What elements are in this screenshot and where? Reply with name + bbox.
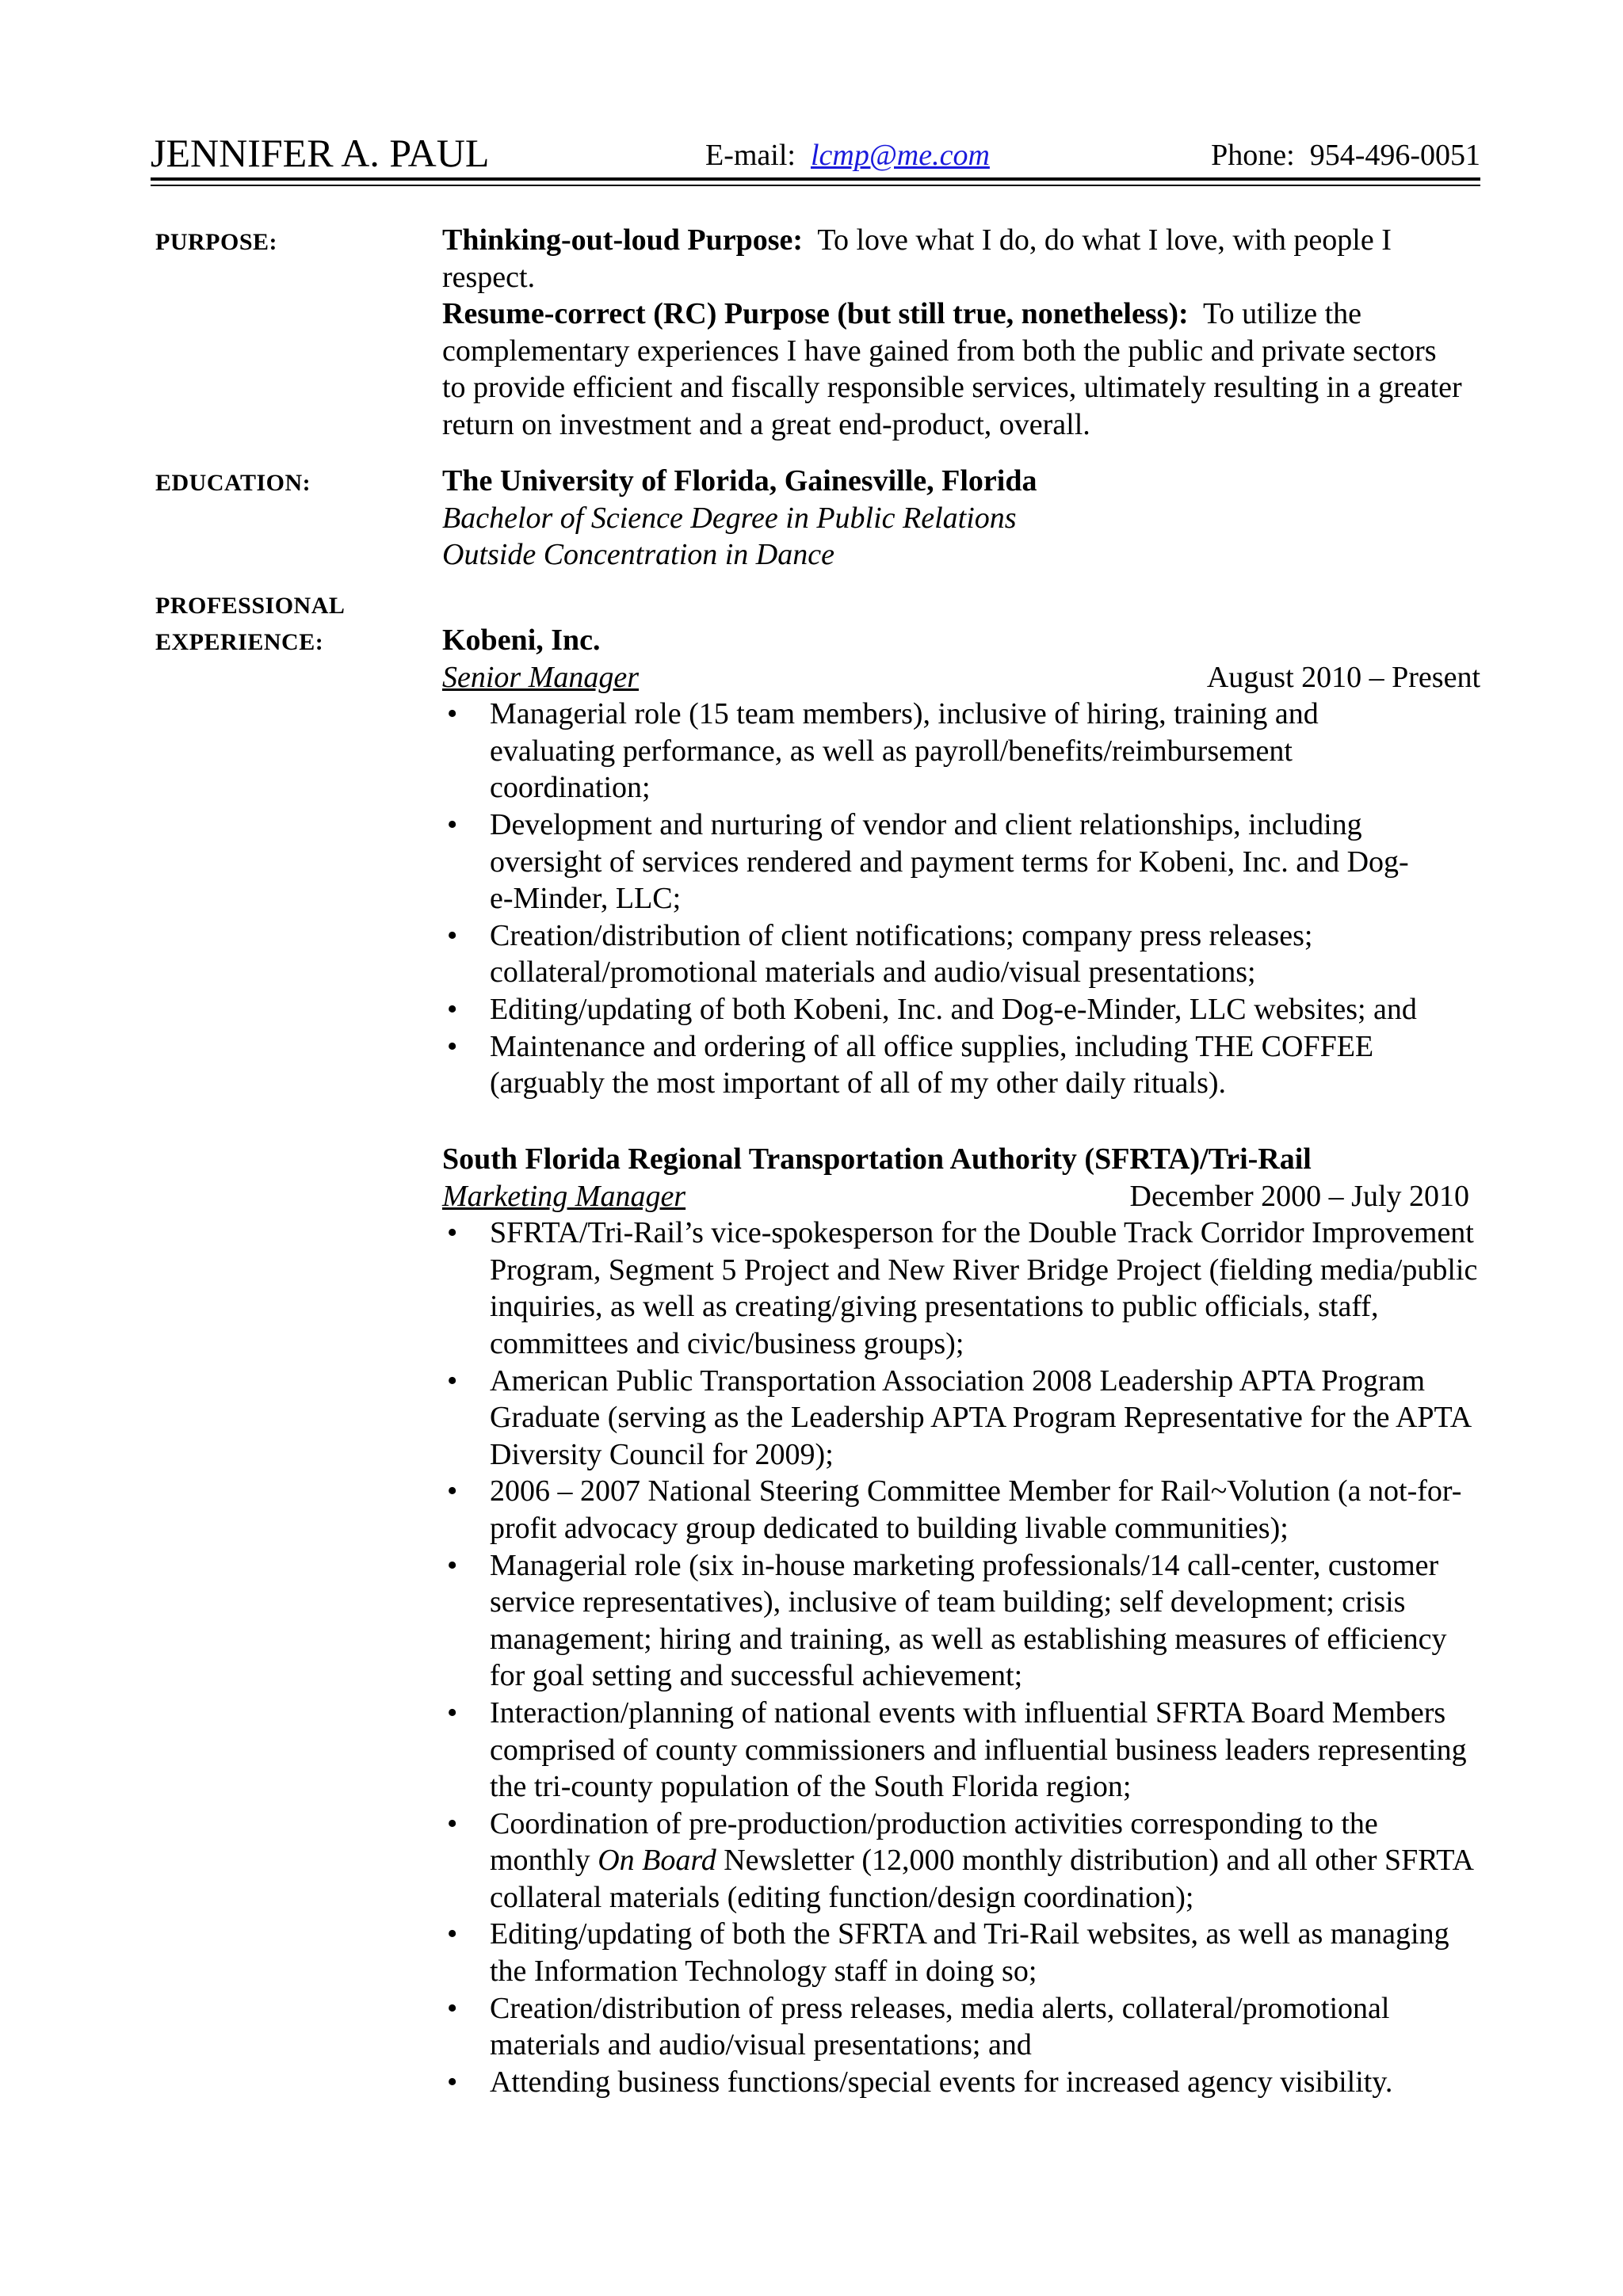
purpose-label: PURPOSE: xyxy=(155,229,277,255)
education-degree: Bachelor of Science Degree in Public Relations xyxy=(442,501,1017,535)
purpose-rc xyxy=(442,296,1465,443)
phone-label: Phone: xyxy=(1211,139,1295,172)
bullet-icon: • xyxy=(447,1029,458,1063)
phone-line xyxy=(1211,132,1480,179)
email-line xyxy=(705,132,990,179)
candidate-name: JENNIFER A. PAUL xyxy=(151,131,490,175)
list-item: • Managerial role (15 team members), inclusive of hiring, training and evaluating performance, as well as payroll/benefits/reimbursement coordination; xyxy=(447,697,1319,805)
email-link[interactable]: lcmp@me.com xyxy=(810,139,990,172)
purpose-thinking-title: Thinking-out-loud Purpose: xyxy=(442,223,804,257)
job-title-row xyxy=(442,659,1480,696)
list-item: • SFRTA/Tri-Rail’s vice-spokesperson for the Double Track Corridor Improvement Program, Segment 5 Project and New River Bridge Project (fielding media/public inquiries, as well as creating/giving presentations to public officials, staff, committees and civic/business groups); xyxy=(447,1216,1478,1360)
job-bullet-list xyxy=(442,696,1425,1102)
header-rule-thick xyxy=(151,177,1480,181)
education-label: EDUCATION: xyxy=(155,470,311,496)
list-item: • Creation/distribution of press releases, media alerts, collateral/promotional materials and audio/visual presentations; and xyxy=(447,1991,1390,2062)
header-rule-thin xyxy=(151,185,1480,186)
bullet-icon: • xyxy=(447,1806,458,1840)
bullet-icon: • xyxy=(447,992,458,1026)
list-item: • Development and nurturing of vendor and client relationships, including oversight of services rendered and payment terms for Kobeni, Inc. and Dog-e-Minder, LLC; xyxy=(447,807,1409,916)
list-item: • American Public Transportation Association 2008 Leadership APTA Program Graduate (serving as the Leadership APTA Program Representative for the APTA Diversity Council for 2009); xyxy=(447,1363,1471,1471)
job-dates: December 2000 – July 2010 xyxy=(1129,1179,1469,1213)
bullet-icon: • xyxy=(447,697,458,731)
bullet-icon: • xyxy=(447,1548,458,1582)
bullet-icon: • xyxy=(447,918,458,952)
email-label: E-mail: xyxy=(705,139,796,172)
education-school: The University of Florida, Gainesville, Florida xyxy=(442,464,1037,498)
job-company: South Florida Regional Transportation Authority (SFRTA)/Tri-Rail xyxy=(442,1142,1312,1176)
list-item: • Managerial role (six in-house marketing professionals/14 call-center, customer service representatives), inclusive of team building; self development; crisis management; hiring and training, as well as establishing measures of efficiency for goal setting and successful achievement; xyxy=(447,1548,1447,1693)
experience-label-line2: EXPERIENCE: xyxy=(155,629,324,655)
bullet-icon: • xyxy=(447,1917,458,1951)
list-item: • 2006 – 2007 National Steering Committee Member for Rail~Volution (a not-for-profit advocacy group dedicated to building livable communities); xyxy=(447,1474,1462,1545)
list-item: • Attending business functions/special events for increased agency visibility. xyxy=(442,2064,1480,2101)
job-company: Kobeni, Inc. xyxy=(442,624,601,657)
bullet-icon: • xyxy=(447,2065,458,2099)
list-item: • Coordination of pre-production/production activities corresponding to the monthly On Board Newsletter (12,000 monthly distribution) and all other SFRTA collateral materials (editing function/design coordination); xyxy=(447,1806,1472,1914)
newsletter-name: On Board xyxy=(598,1844,716,1878)
experience-label-line1: PROFESSIONAL xyxy=(155,593,346,619)
list-item: • Interaction/planning of national events with influential SFRTA Board Members comprised of county commissioners and influential business leaders representing the tri-county population of the South Florida region; xyxy=(447,1695,1467,1804)
list-item: • Editing/updating of both the SFRTA and Tri-Rail websites, as well as managing the Information Technology staff in doing so; xyxy=(447,1917,1449,1989)
education-concentration: Outside Concentration in Dance xyxy=(442,538,834,572)
bullet-icon: • xyxy=(447,807,458,841)
job-title: Senior Manager xyxy=(442,660,640,694)
list-item: • Maintenance and ordering of all office supplies, including THE COFFEE (arguably the most important of all of my other daily rituals). xyxy=(447,1029,1374,1100)
bullet-icon: • xyxy=(447,1363,458,1398)
job-title: Marketing Manager xyxy=(442,1179,686,1213)
list-item: • Editing/updating of both Kobeni, Inc. and Dog-e-Minder, LLC websites; and xyxy=(442,991,1425,1028)
education-section xyxy=(442,463,1480,574)
purpose-rc-text: To utilize the complementary experiences I have gained from both the public and private sectors to provide efficient and fiscally responsible services, ultimately resulting in a greater return on investment and a great end-product, overall. xyxy=(442,297,1462,441)
purpose-thinking-text: To love what I do, do what I love, with people I respect. xyxy=(442,223,1392,294)
purpose-thinking xyxy=(442,222,1465,296)
bullet-icon: • xyxy=(447,1991,458,2025)
purpose-rc-title: Resume-correct (RC) Purpose (but still true, nonetheless): xyxy=(442,297,1189,331)
job-kobeni xyxy=(442,622,1480,1102)
phone-number: 954-496-0051 xyxy=(1309,139,1480,172)
bullet-icon: • xyxy=(447,1216,458,1250)
purpose-section xyxy=(442,222,1465,444)
job-bullet-list xyxy=(442,1215,1480,2100)
job-title-row xyxy=(442,1178,1480,1215)
job-sfrta xyxy=(442,1141,1480,2100)
job-dates: August 2010 – Present xyxy=(1206,660,1480,694)
resume-header xyxy=(151,127,1480,179)
list-item: • Creation/distribution of client notifications; company press releases; collateral/promotional materials and audio/visual presentations; xyxy=(447,918,1313,990)
bullet-icon: • xyxy=(447,1474,458,1508)
bullet-icon: • xyxy=(447,1695,458,1730)
